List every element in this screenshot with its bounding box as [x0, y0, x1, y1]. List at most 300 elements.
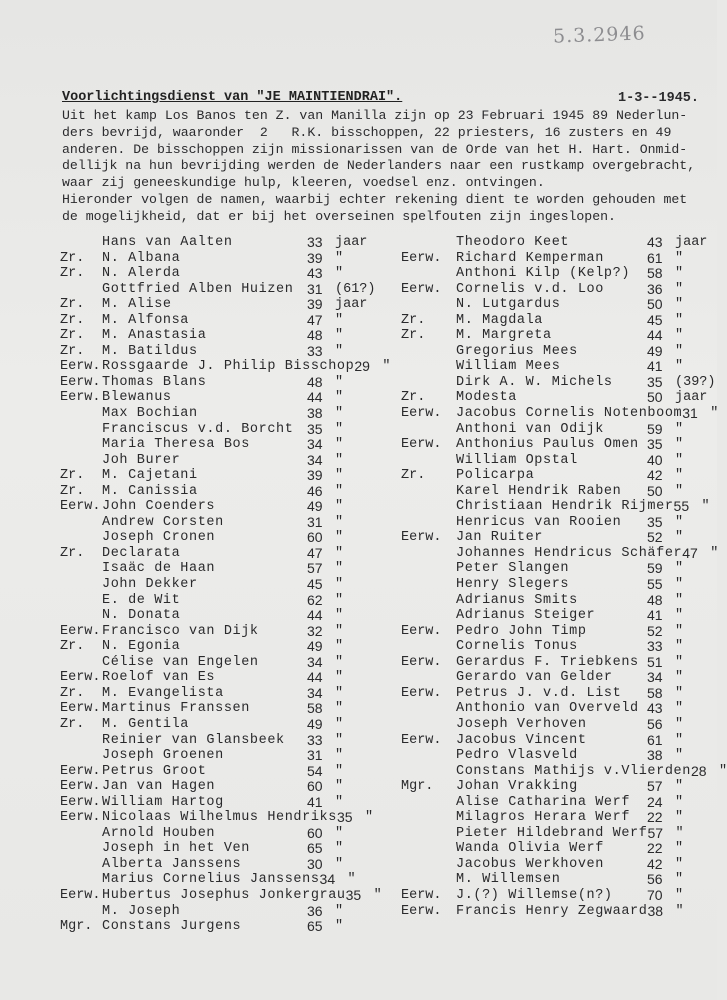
age: 47 [307, 311, 323, 328]
age: 31 [682, 405, 698, 422]
title-prefix: Zr. [60, 312, 85, 328]
age: 35 [345, 886, 362, 903]
person-name: Anthoni Kilp (Kelp?) [456, 266, 631, 282]
age-suffix: " [335, 748, 344, 764]
list-item [60, 733, 390, 749]
document-title: Voorlichtingsdienst van "JE MAINTIENDRAI". [62, 90, 403, 105]
title-prefix: Eerw. [401, 530, 442, 546]
person-name: Joseph Cronen [102, 530, 216, 546]
title-prefix: Eerw. [60, 374, 101, 390]
person-name: Francisco van Dijk [102, 623, 259, 639]
person-name: Gerardus F. Triebkens [456, 654, 639, 670]
age: 39 [307, 296, 323, 313]
age-suffix: " [675, 685, 684, 701]
title-prefix [401, 297, 456, 313]
age-suffix: " [675, 608, 684, 624]
age: 60 [307, 529, 323, 546]
age: 28 [690, 762, 707, 779]
person-name: M. Canissia [102, 483, 198, 499]
age-suffix: " [335, 328, 344, 344]
list-item [60, 453, 390, 469]
age-suffix: " [335, 250, 344, 266]
age-suffix: " [675, 623, 684, 639]
person-name: Franciscus v.d. Borcht [102, 421, 294, 437]
age: 44 [307, 607, 323, 624]
age-suffix: " [335, 499, 344, 515]
list-item [60, 748, 390, 764]
age-suffix: " [675, 748, 684, 764]
person-name: M. Evangelista [102, 685, 224, 701]
age: 39 [307, 467, 323, 484]
list-item [401, 826, 727, 842]
person-name: Andrew Corsten [102, 514, 224, 530]
title-prefix: Zr. [60, 297, 85, 313]
person-name: Johannes Hendricus Schäfer [456, 545, 683, 561]
list-item [401, 266, 727, 282]
title-prefix: Mgr. [60, 919, 93, 935]
person-name: Roelof van Es [102, 670, 216, 686]
title-prefix [401, 593, 456, 609]
list-item [60, 919, 390, 935]
title-prefix: Zr. [60, 328, 85, 344]
title-prefix: Eerw. [60, 779, 101, 795]
person-name: Richard Kemperman [456, 250, 604, 266]
list-item [401, 530, 727, 546]
age-suffix: " [675, 297, 684, 313]
person-name: M. Cajetani [102, 468, 198, 484]
person-name: M. Margreta [456, 328, 552, 344]
title-prefix: Eerw. [401, 685, 442, 701]
person-name: Pedro John Timp [456, 623, 587, 639]
person-name: Jacobus Vincent [456, 732, 587, 748]
list-item [60, 390, 390, 406]
title-prefix [401, 841, 456, 857]
age: 42 [647, 855, 663, 872]
title-prefix: Eerw. [401, 437, 442, 453]
list-item [60, 904, 390, 920]
title-prefix [401, 701, 456, 717]
list-item [60, 251, 390, 267]
person-name: Jan Ruiter [456, 530, 544, 546]
age-suffix: " [335, 763, 344, 779]
age-suffix: " [335, 654, 344, 670]
list-item [401, 608, 727, 624]
age: 34 [307, 653, 323, 670]
age: 48 [307, 373, 323, 390]
age: 35 [647, 436, 663, 453]
intro-line: waar zij geneeskundige hulp, kleeren, voedsel enz. ontvingen. [62, 175, 545, 191]
age-suffix: " [335, 514, 344, 530]
age-suffix: " [335, 825, 344, 841]
person-name: Constans Jurgens [102, 919, 242, 935]
age: 58 [647, 684, 663, 701]
list-item [401, 779, 727, 795]
list-item [60, 764, 390, 780]
list-item [401, 546, 727, 562]
list-item [60, 499, 390, 515]
age: 58 [647, 265, 663, 282]
age-suffix: " [364, 810, 374, 826]
age-suffix: " [382, 359, 391, 375]
person-name: N. Alerda [102, 266, 181, 282]
age-suffix: " [675, 872, 684, 888]
age-suffix: " [675, 452, 684, 468]
age-suffix: " [335, 406, 344, 422]
list-item [401, 499, 727, 515]
list-item [60, 841, 390, 857]
age-suffix: " [347, 872, 356, 888]
age: 49 [307, 715, 323, 732]
list-item [60, 670, 390, 686]
title-prefix [401, 608, 456, 624]
age: 22 [647, 840, 663, 857]
age: 41 [647, 358, 663, 375]
person-name: Cornelis Tonus [456, 639, 578, 655]
intro-paragraph [62, 108, 695, 226]
title-prefix [60, 530, 102, 546]
title-prefix: Zr. [60, 468, 85, 484]
list-item [60, 359, 390, 375]
title-prefix [60, 857, 102, 873]
age-suffix: " [335, 483, 344, 499]
age: 38 [647, 747, 663, 764]
age: 32 [307, 622, 323, 639]
age-suffix: " [675, 312, 684, 328]
age-suffix: " [335, 437, 344, 453]
title-prefix [60, 841, 102, 857]
list-item [401, 484, 727, 500]
list-item [401, 857, 727, 873]
list-item [401, 593, 727, 609]
list-item [60, 484, 390, 500]
age-suffix: " [675, 670, 684, 686]
age-suffix: " [675, 654, 684, 670]
title-prefix: Zr. [60, 266, 85, 282]
age: 35 [647, 513, 663, 530]
document-date: 1-3--1945. [618, 91, 700, 106]
person-name: Peter Slangen [456, 561, 570, 577]
person-name: Joseph in het Ven [102, 841, 250, 857]
list-item [401, 810, 727, 826]
age: 50 [647, 389, 663, 406]
age: 51 [647, 653, 663, 670]
age: 44 [307, 669, 323, 686]
age: 35 [336, 809, 353, 826]
list-item [60, 437, 390, 453]
age-suffix: " [675, 639, 684, 655]
intro-line: anderen. De bisschoppen zijn missionarissen van de Orde van het H. Hart. Onmid- [62, 141, 688, 157]
title-prefix [401, 499, 456, 515]
list-item [60, 235, 390, 251]
age-suffix: " [335, 779, 344, 795]
person-name: Joseph Verhoven [456, 716, 587, 732]
title-prefix [401, 359, 456, 375]
person-name: Modesta [456, 390, 517, 406]
age-suffix: " [675, 887, 684, 903]
person-name: Johan Vrakking [456, 779, 578, 795]
age: 60 [307, 824, 323, 841]
person-name: John Dekker [102, 577, 198, 593]
list-item [60, 624, 390, 640]
age: 33 [647, 638, 663, 655]
person-name: Constans Mathijs v.Vlierden [456, 763, 691, 779]
person-name: Adrianus Steiger [456, 608, 596, 624]
age-suffix: " [335, 452, 344, 468]
age: 49 [307, 638, 323, 655]
person-name: Henricus van Rooien [456, 514, 622, 530]
age: 34 [307, 451, 323, 468]
age-suffix: " [335, 732, 344, 748]
person-name: Hans van Aalten [102, 235, 233, 250]
age: 41 [647, 607, 663, 624]
age-suffix: (61?) [335, 281, 376, 297]
title-prefix [401, 344, 456, 360]
age-suffix: " [335, 312, 344, 328]
age-suffix: " [335, 530, 344, 546]
title-prefix: Eerw. [401, 732, 442, 748]
list-item [60, 655, 390, 671]
title-prefix: Zr. [60, 343, 85, 359]
list-item [60, 561, 390, 577]
age-suffix: " [675, 530, 684, 546]
age-suffix: " [335, 794, 344, 810]
age: 41 [307, 793, 323, 810]
age-suffix: " [675, 468, 684, 484]
age: 35 [647, 373, 663, 390]
person-name: William Hartog [102, 794, 224, 810]
list-item [401, 313, 727, 329]
person-name: M. Joseph [102, 903, 181, 919]
title-prefix: Zr. [60, 545, 85, 561]
person-name: Gerardo van Gelder [456, 670, 613, 686]
age: 35 [307, 420, 323, 437]
person-name: M. Anastasia [102, 328, 207, 344]
list-item [60, 888, 390, 904]
age-suffix: " [675, 825, 684, 841]
list-item [60, 422, 390, 438]
age-suffix: " [335, 670, 344, 686]
person-name: Wanda Olivia Werf [456, 841, 604, 857]
list-item [60, 686, 390, 702]
person-name: Arnold Houben [102, 825, 216, 841]
age-suffix: " [675, 841, 684, 857]
names-list-right [401, 235, 727, 919]
age-suffix: " [335, 856, 344, 872]
age-suffix: " [335, 716, 344, 732]
age-suffix: " [335, 701, 344, 717]
title-prefix: Zr. [60, 639, 85, 655]
age: 50 [647, 296, 663, 313]
age: 70 [647, 886, 663, 903]
age: 43 [647, 700, 663, 717]
title-prefix: Eerw. [60, 670, 101, 686]
age: 30 [307, 855, 323, 872]
person-name: William Mees [456, 359, 561, 375]
person-name: Adrianus Smits [456, 592, 578, 608]
title-prefix [401, 515, 456, 531]
age: 48 [307, 327, 323, 344]
age-suffix: jaar [675, 390, 708, 406]
list-item [60, 779, 390, 795]
person-name: Jan van Hagen [102, 779, 216, 795]
title-prefix: Eerw. [60, 701, 101, 717]
title-prefix: Zr. [401, 390, 426, 406]
intro-line: Uit het kamp Los Banos ten Z. van Manilla zijn op 23 Februari 1945 89 Nederlun- [62, 108, 688, 123]
age-suffix: " [675, 561, 684, 577]
list-item [60, 282, 390, 298]
title-prefix [60, 655, 102, 671]
age: 55 [673, 498, 690, 515]
list-item [401, 422, 727, 438]
age: 54 [307, 762, 323, 779]
list-item [401, 468, 727, 484]
age: 38 [647, 902, 664, 919]
list-item [401, 297, 727, 313]
title-prefix [60, 826, 102, 842]
age: 58 [307, 700, 323, 717]
person-name: Cornelis v.d. Loo [456, 281, 604, 297]
age-suffix: " [335, 468, 344, 484]
person-name: M. Batildus [102, 343, 198, 359]
title-prefix [60, 437, 102, 453]
age: 65 [307, 840, 323, 857]
age: 44 [647, 327, 663, 344]
title-prefix [60, 515, 102, 531]
person-name: N. Lutgardus [456, 297, 561, 313]
intro-line: de mogelijkheid, dat er bij het overseinen spelfouten zijn ingeslopen. [62, 208, 616, 224]
title-prefix [60, 748, 102, 764]
age: 44 [307, 389, 323, 406]
list-item [60, 546, 390, 562]
age-suffix: " [335, 561, 344, 577]
age: 60 [307, 778, 323, 795]
title-prefix [401, 639, 456, 655]
list-item [60, 639, 390, 655]
age-suffix: " [675, 577, 684, 593]
title-prefix [401, 577, 456, 593]
list-item [401, 888, 727, 904]
title-prefix [401, 484, 456, 500]
age-suffix: " [675, 810, 684, 826]
list-item [401, 515, 727, 531]
title-prefix [60, 422, 102, 438]
title-prefix: Zr. [401, 468, 426, 484]
title-prefix: Eerw. [60, 390, 101, 406]
title-prefix [60, 235, 102, 251]
title-prefix: Eerw. [401, 281, 442, 297]
age: 45 [307, 576, 323, 593]
person-name: Marius Cornelius Janssens [102, 872, 320, 888]
age: 59 [647, 420, 663, 437]
person-name: Christiaan Hendrik Rijmer [456, 499, 674, 515]
age-suffix: " [675, 359, 684, 375]
list-item [60, 608, 390, 624]
age: 49 [647, 342, 663, 359]
title-prefix: Eerw. [60, 887, 101, 903]
age: 56 [647, 871, 663, 888]
title-prefix [401, 375, 456, 391]
list-item [401, 235, 727, 251]
title-prefix: Eerw. [60, 810, 101, 826]
title-prefix [60, 904, 102, 920]
person-name: William Opstal [456, 452, 578, 468]
person-name: Joh Burer [102, 452, 181, 468]
age-suffix: " [675, 514, 684, 530]
list-item [401, 717, 727, 733]
age: 39 [307, 249, 323, 266]
title-prefix [401, 872, 456, 888]
person-name: Policarpa [456, 468, 535, 484]
age: 55 [647, 576, 663, 593]
list-item [60, 701, 390, 717]
person-name: Francis Henry Zegwaard [456, 903, 648, 919]
list-item [401, 639, 727, 655]
age-suffix: " [710, 406, 719, 422]
age-suffix: " [675, 266, 684, 282]
title-prefix: Zr. [60, 250, 85, 266]
list-item [60, 593, 390, 609]
title-prefix: Eerw. [60, 499, 101, 515]
person-name: Rossgaarde J. Philip Bisschop [102, 359, 355, 375]
person-name: N. Donata [102, 608, 181, 624]
title-prefix [60, 282, 102, 298]
person-name: Joseph Groenen [102, 748, 224, 764]
age: 65 [307, 918, 323, 935]
person-name: Jacobus Cornelis Notenboom [456, 406, 683, 422]
intro-line: ders bevrijd, waaronder 2 R.K. bisschoppen, 22 priesters, 16 zusters en 49 [62, 124, 672, 140]
person-name: Anthonius Paulus Omen [456, 437, 639, 453]
person-name: Anthonio van Overveld [456, 701, 639, 717]
age: 42 [647, 467, 663, 484]
person-name: N. Egonia [102, 639, 181, 655]
list-item [401, 359, 727, 375]
title-prefix [401, 670, 456, 686]
title-prefix [401, 810, 456, 826]
list-item [401, 375, 727, 391]
person-name: M. Alise [102, 297, 172, 313]
title-prefix [401, 422, 456, 438]
age-suffix: jaar [335, 297, 368, 313]
list-item [401, 390, 727, 406]
list-item [60, 826, 390, 842]
title-prefix: Zr. [60, 483, 85, 499]
title-prefix [60, 872, 102, 888]
age: 57 [307, 560, 323, 577]
list-item [60, 313, 390, 329]
list-item [401, 670, 727, 686]
title-prefix: Zr. [60, 716, 85, 732]
age: 47 [307, 544, 323, 561]
list-item [401, 686, 727, 702]
age-suffix: " [335, 639, 344, 655]
title-prefix [401, 546, 456, 562]
age-suffix: " [675, 250, 684, 266]
title-prefix: Eerw. [401, 654, 442, 670]
list-item [401, 748, 727, 764]
age-suffix: " [675, 328, 684, 344]
age-suffix: " [335, 374, 344, 390]
handwritten-annotation: 5.3.2946 [552, 22, 646, 48]
title-prefix [401, 857, 456, 873]
person-name: Anthoni van Odijk [456, 421, 604, 437]
title-prefix: Zr. [60, 685, 85, 701]
person-name: Martinus Franssen [102, 701, 250, 717]
person-name: Maria Theresa Bos [102, 437, 250, 453]
person-name: Alberta Janssens [102, 856, 242, 872]
age: 34 [307, 436, 323, 453]
list-item [401, 872, 727, 888]
person-name: Henry Slegers [456, 577, 570, 593]
